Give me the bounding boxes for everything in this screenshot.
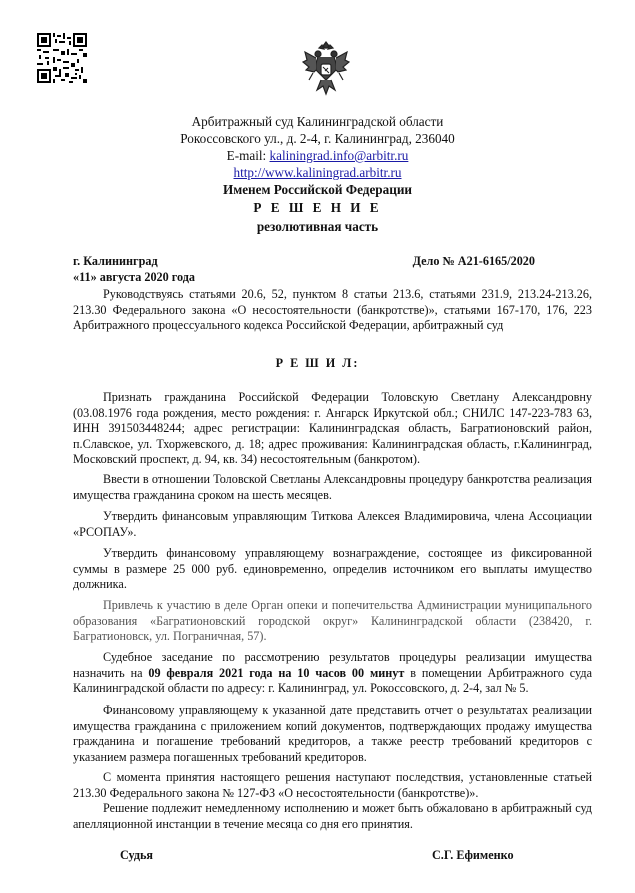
in-name-heading: Именем Российской Федерации [222,182,413,197]
paragraph-manager: Утвердить финансовым управляющим Титкова Алексея Владимировича, члена Ассоциации «РСОПАУ». [73,509,592,539]
paragraph-report: Финансовому управляющему к указанной дате представить отчет о результатах реализации имущества гражданина с приложением копий документов, подтверждающих продажу имущества гражданина и погашение требований кредиторов, а также реестр требований кредиторов с указанием размера погашенных требований кредиторов. [73,703,592,764]
paragraph-appeal: Решение подлежит немедленному исполнению и может быть обжаловано в арбитражный суд апелляционной инстанции в течение месяца со дня его принятия. [73,801,592,831]
hearing-text-a: Судебное заседание по рассмотрению результатов процедуры реализации имущества назначить на [73,650,592,680]
signature-name: С.Г. Ефименко [432,848,514,862]
signature-role: Судья [120,848,154,862]
decision-title: Р Е Ш Е Н И Е [253,200,382,215]
website-link[interactable]: http://www.kaliningrad.arbitr.ru [233,165,402,180]
paragraph-bankrupt: Признать гражданина Российской Федерации Толовскую Светлану Александровну (03.08.1976 года рождения, место рождения: г. Ангарск Иркутской обл.; СНИЛС 147-223-783 63, ИНН 391503448244; адрес регистрации: Калининградская область, Багратионовский район, п.Славское, ул. Тхоржевского, д. 18; адрес проживания: Калининградская область, г.Калининград, Московский проспект, д. 94, кв. 34) несостоятельным (банкротом). [73,390,592,466]
qr-code [37,33,87,83]
decision-date: «11» августа 2020 года [73,270,196,284]
coat-of-arms-icon [301,40,351,102]
paragraph-procedure: Ввести в отношении Толовской Светланы Александровны процедуру банкротства реализация имущества гражданина сроком на шесть месяцев. [73,472,592,502]
court-address: Рокоссовского ул., д. 2-4, г. Калининград, 236040 [180,131,455,146]
city: г. Калининград [73,254,158,268]
paragraph-hearing [73,650,592,697]
hearing-datetime: 09 февраля 2021 года на 10 часов 00 минут [148,665,405,680]
court-name: Арбитражный суд Калининградской области [191,114,444,129]
court-website-line [0,164,635,181]
email-label: E-mail: [226,148,270,163]
intro-paragraph: Руководствуясь статьями 20.6, 52, пунктом 8 статьи 213.6, статьями 231.9, 213.24-213.26, 213.30 Федерального закона «О несостоятельности (банкротстве)», статьями 167-170, 176, 223 Арбитражного процессуального кодекса Российской Федерации, арбитражный суд [73,287,592,332]
paragraph-fee: Утвердить финансовому управляющему вознаграждение, состоящее из фиксированной суммы в размере 25 000 руб. единовременно, определив источником его выплаты имущество должника. [73,546,592,591]
paragraph-consequences: С момента принятия настоящего решения наступают последствия, установленные статьей 213.30 Федерального закона № 127-ФЗ «О несостоятельности (банкротстве)». [73,770,592,800]
email-link[interactable]: kaliningrad.info@arbitr.ru [269,148,409,163]
resolved-heading: Р Е Ш И Л: [275,356,360,370]
hearing-text-b: в помещении Арбитражного суда Калининградской области по адресу: г. Калининград, ул. Рокоссовского, д. 2-4, зал № 5. [73,665,592,695]
court-email-line [0,147,635,164]
case-number: Дело № А21-6165/2020 [412,254,535,268]
paragraph-guardianship: Привлечь к участию в деле Орган опеки и попечительства Администрации муниципального образования «Багратионовский городской округ» Калининградской области (238420, г. Багратионовск, ул. Пограничная, 57). [73,598,592,643]
decision-subtitle: резолютивная часть [256,219,379,234]
